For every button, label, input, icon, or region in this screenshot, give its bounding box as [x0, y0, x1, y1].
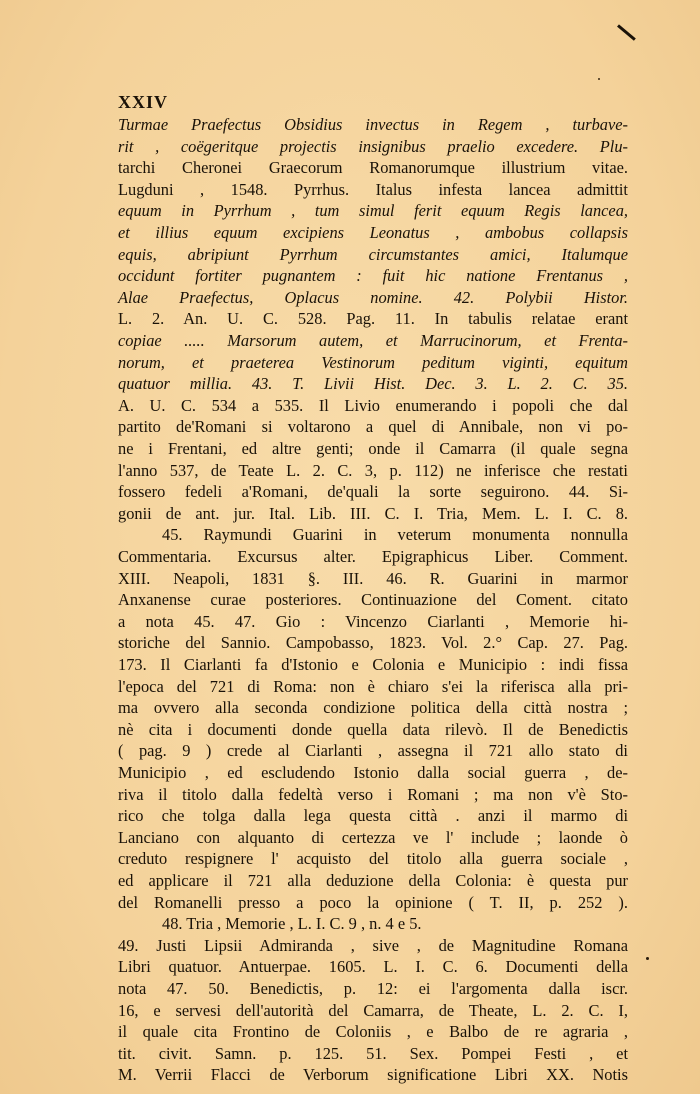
text-line: il quale cita Frontino de Coloniis , e Balbo de re agraria , — [118, 1022, 628, 1042]
text-line: ( pag. 9 ) crede al Ciarlanti , assegna il 721 allo stato di — [118, 741, 628, 761]
text-line: Municipio , ed escludendo Istonio dalla social guerra , de- — [118, 763, 628, 782]
text-line: del Romanelli presso a poco la opinione ( T. II, p. 252 ). — [118, 892, 628, 912]
text-line: ne i Frentani, ed altre genti; onde il Camarra (il quale segna — [118, 439, 628, 458]
text-line: rico che tolga dalla lega questa città . anzi il marmo di — [118, 806, 628, 826]
text-line: a nota 45. 47. Gio : Vincenzo Ciarlanti , Memorie hi- — [118, 611, 628, 631]
text-line: L. 2. An. U. C. 528. Pag. 11. In tabulis relatae erant — [118, 309, 628, 329]
text-line: tarchi Cheronei Graecorum Romanorumque illustrium vitae. — [118, 158, 628, 178]
dash-mark — [617, 24, 636, 40]
text-line: Commentaria. Excursus alter. Epigraphicus Liber. Comment. — [118, 547, 628, 566]
speck — [598, 78, 600, 80]
text-line: l'anno 537, de Teate L. 2. C. 3, p. 112) ne inferisce che restati — [118, 460, 628, 480]
text-line: 173. Il Ciarlanti fa d'Istonio e Colonia e Municipio : indi fissa — [118, 655, 628, 674]
text-line: quatuor millia. 43. T. Livii Hist. Dec. 3. L. 2. C. 35. — [118, 374, 628, 394]
text-line: riva il titolo dalla fedeltà verso i Romani ; ma non v'è Sto- — [118, 784, 628, 804]
text-line: tit. civit. Samn. p. 125. 51. Sex. Pompei Festi , et — [118, 1043, 628, 1063]
text-line: partito de'Romani si voltarono a quel di Annibale, non vi po- — [118, 417, 628, 437]
speck — [646, 957, 649, 960]
text-line: A. U. C. 534 a 535. Il Livio enumerando i popoli che dal — [118, 395, 628, 415]
text-line: Lanciano con alquanto di certezza ve l' include ; laonde ò — [118, 827, 628, 847]
text-line: Lugduni , 1548. Pyrrhus. Italus infesta lancea admittit — [118, 179, 628, 199]
text-line: equis, abripiunt Pyrrhum circumstantes amici, Italumque — [118, 244, 628, 264]
text-line: fossero fedeli a'Romani, de'quali la sorte seguirono. 44. Si- — [118, 482, 628, 502]
text-line: creduto respignere l' acquisto del titolo alla guerra sociale , — [118, 849, 628, 869]
text-line: storiche del Sannio. Campobasso, 1823. Vol. 2.° Cap. 27. Pag. — [118, 633, 628, 653]
text-line: 49. Justi Lipsii Admiranda , sive , de Magnitudine Romana — [118, 935, 628, 955]
text-line: M. Verrii Flacci de Verborum significatione Libri XX. Notis — [118, 1065, 628, 1085]
text-line: gonii de ant. jur. Ital. Lib. III. C. I. Tria, Mem. L. I. C. 8. — [118, 503, 628, 523]
text-line: XIII. Neapoli, 1831 §. III. 46. R. Guarini in marmor — [118, 568, 628, 588]
text-line: occidunt fortiter pugnantem : fuit hic natione Frentanus , — [118, 266, 628, 286]
text-line: 48. Tria , Memorie , L. I. C. 9 , n. 4 e 5. — [162, 914, 422, 934]
text-line: Alae Praefectus, Oplacus nomine. 42. Polybii Histor. — [118, 287, 628, 307]
text-line: rit , coëgeritque projectis insignibus praelio excedere. Plu- — [118, 136, 628, 156]
text-line: Turmae Praefectus Obsidius invectus in Regem , turbave- — [118, 115, 628, 134]
text-line: copiae ..... Marsorum autem, et Marrucinorum, et Frenta- — [118, 331, 628, 350]
text-line: et illius equum excipiens Leonatus , ambobus collapsis — [118, 223, 628, 242]
text-line: Anxanense curae posteriores. Continuazione del Coment. citato — [118, 590, 628, 610]
text-line: 45. Raymundi Guarini in veterum monumenta nonnulla — [162, 525, 628, 545]
text-line: l'epoca del 721 di Roma: non è chiaro s'ei la riferisca alla pri- — [118, 676, 628, 696]
text-line: equum in Pyrrhum , tum simul ferit equum Regis lancea, — [118, 201, 628, 221]
text-line: 16, e servesi dell'autorità del Camarra, de Theate, L. 2. C. I, — [118, 1000, 628, 1020]
text-line: nota 47. 50. Benedictis, p. 12: ei l'argomenta dalla iscr. — [118, 979, 628, 998]
text-line: Libri quatuor. Antuerpae. 1605. L. I. C. 6. Documenti della — [118, 957, 628, 977]
page-number: XXIV — [118, 92, 169, 112]
text-line: ma ovvero alla seconda condizione politica della città nostra ; — [118, 698, 628, 718]
text-line: ed applicare il 721 alla deduzione della Colonia: è questa pur — [118, 871, 628, 890]
text-line: norum, et praeterea Vestinorum peditum viginti, equitum — [118, 352, 628, 372]
text-line: nè cita i documenti donde quella data rilevò. Il de Benedictis — [118, 719, 628, 739]
